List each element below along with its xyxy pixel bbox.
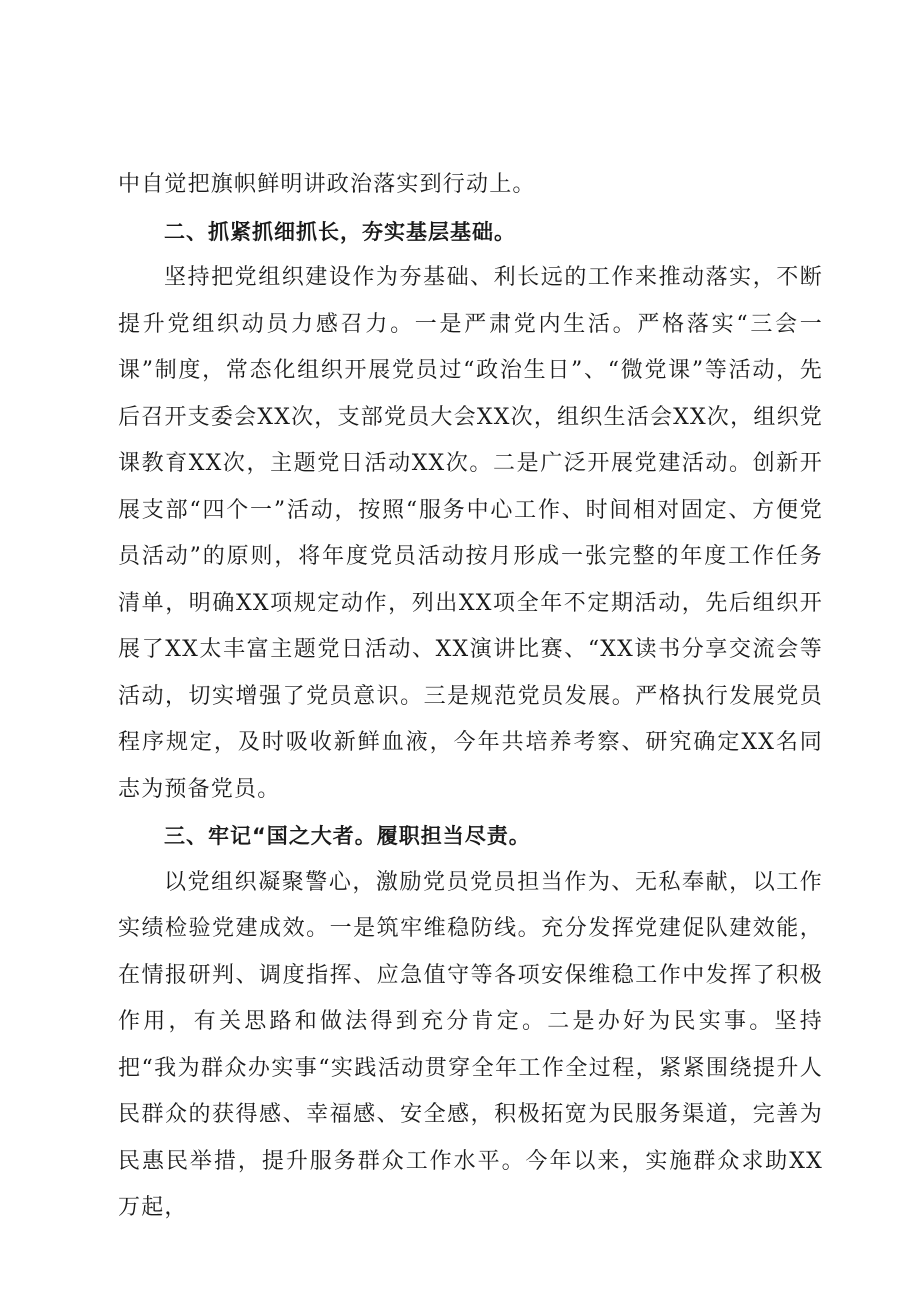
- section-heading-2: 二、抓紧抓细抓长，夯实基层基础。: [164, 219, 516, 244]
- section-heading-3: 三、牢记“国之大者。履职担当尽责。: [164, 824, 531, 848]
- paragraph-section-3: 以党组织凝聚警心，激励党员党员担当作为、无私奉献，以工作实绩检验党建成效。一是筑牢维稳防线。充分发挥党建促队建效能，在情报研判、调度指挥、应急值守等各项安保维稳工作中发挥了积极作用，有关思路和做法得到充分肯定。二是办好为民实事。坚持把“我为群众办实事“实践活动贯穿全年工作全过程，紧紧围绕提升人民群众的获得感、幸福感、安全感，积极拓宽为民服务渠道，完善为民惠民举措，提升服务群众工作水平。今年以来，实施群众求助XX万起，: [118, 869, 823, 1220]
- document-body: [118, 162, 823, 1232]
- paragraph-continuation: 中自觉把旗帜鲜明讲政治落实到行动上。: [118, 172, 536, 197]
- paragraph-section-2: 坚持把党组织建设作为夯基础、利长远的工作来推动落实，不断提升党组织动员力感召力。一是严肃党内生活。严格落实“三会一课”制度，常态化组织开展党员过“政治生日”、“微党课”等活动，先后召开支委会XX次，支部党员大会XX次，组织生活会XX次，组织党课教育XX次，主题党日活动XX次。二是广泛开展党建活动。创新开展支部“四个一”活动，按照“服务中心工作、时间相对固定、方便党员活动”的原则，将年度党员活动按月形成一张完整的年度工作任务清单，明确XX项规定动作，列出XX项全年不定期活动，先后组织开展了XX太丰富主题党日活动、XX演讲比赛、“XX读书分享交流会等活动，切实增强了党员意识。三是规范党员发展。严格执行发展党员程序规定，及时吸收新鲜血液，今年共培养考察、研究确定XX名同志为预备党员。: [118, 265, 823, 802]
